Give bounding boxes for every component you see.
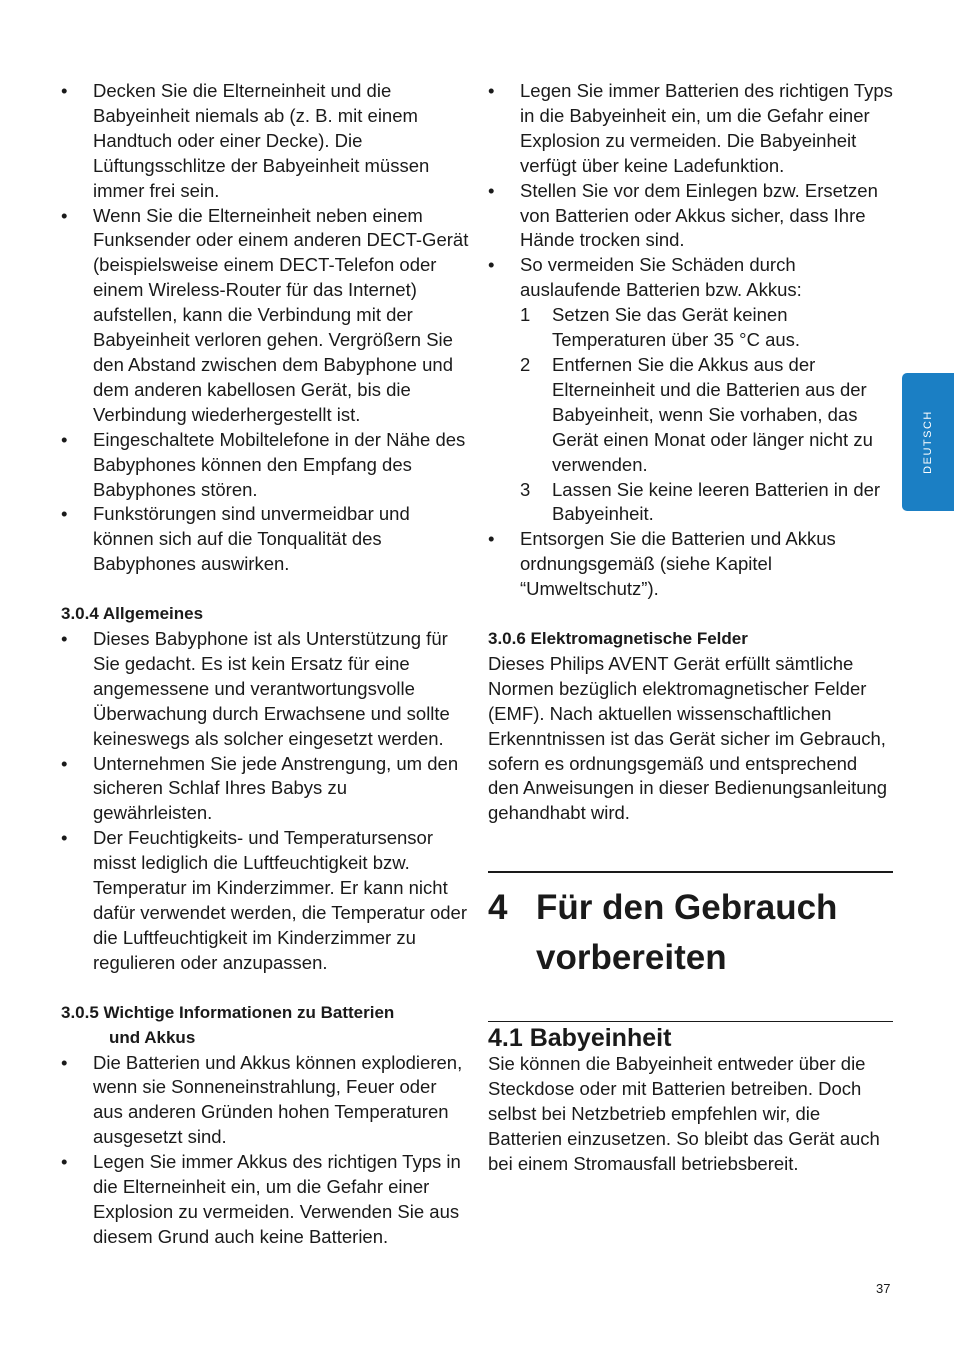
bullet-mark: •	[61, 80, 68, 101]
list-item	[61, 752, 469, 827]
list-item-text: Eingeschaltete Mobiltelefone in der Nähe des Babyphones können den Empfang des Babyphones stören.	[93, 428, 466, 500]
bullet-mark: •	[61, 1051, 68, 1073]
numbered-item-text: Entfernen Sie die Akkus aus der Elterneinheit und die Batterien aus der Babyeinheit, wenn Sie vorhaben, das Gerät einen Monat oder länger nicht zu verwenden.	[552, 353, 873, 475]
item-number: 3	[520, 478, 531, 500]
numbered-item	[488, 303, 893, 353]
list-item-text: Wenn Sie die Elterneinheit neben einem Funksender oder einem anderen DECT-Gerät (beispielsweise einem DECT-Telefon oder einem Wireless-Router für das Internet) aufstellen, kann die Verbindung mit der Babyeinheit verloren gehen. Vergrößern Sie den Abstand zwischen dem Babyphone und dem anderen kabellosen Gerät, bis die Verbindung wiederhergestellt ist.	[93, 204, 469, 425]
numbered-item-text: Lassen Sie keine leeren Batterien in der Babyeinheit.	[552, 478, 881, 525]
bullet-mark: •	[61, 428, 68, 450]
list-item	[61, 1150, 469, 1250]
numbered-item-text: Setzen Sie das Gerät keinen Temperaturen über 35 °C aus.	[552, 304, 801, 351]
left-column	[61, 79, 469, 1250]
list-item-text: Decken Sie die Elterneinheit und die Babyeinheit niemals ab (z. B. mit einem Handtuch oder einer Decke). Die Lüftungsschlitze der Babyeinheit müssen immer frei sein.	[93, 80, 430, 201]
numbered-item	[488, 478, 893, 528]
section-heading-line2: und Akkus	[109, 1027, 196, 1047]
list-item	[488, 79, 893, 179]
list-item-text: Dieses Babyphone ist als Unterstützung für Sie gedacht. Es ist kein Ersatz für eine angemessene und verantwortungsvolle Überwachung durch Erwachsene und sollte keineswegs als solcher eingesetzt werden.	[93, 628, 450, 749]
section-paragraph: Dieses Philips AVENT Gerät erfüllt sämtliche Normen bezüglich elektromagnetischer Felder (EMF). Nach aktuellen wissenschaftlichen Erkenntnissen ist das Gerät sicher im Gebrauch, sofern es ordnungsgemäß und entsprechend den Anweisungen in dieser Bedienungsanleitung gehandhabt wird.	[488, 652, 888, 824]
bullet-mark: •	[488, 528, 495, 550]
section-heading-3-0-5	[61, 1001, 469, 1051]
chapter-rule	[488, 871, 893, 873]
item-number: 2	[520, 353, 531, 375]
list-item	[61, 502, 469, 577]
chapter-number: 4	[488, 888, 508, 927]
language-tab	[902, 373, 954, 511]
section-paragraph: Sie können die Babyeinheit entweder über die Steckdose oder mit Batterien betreiben. Doch selbst bei Netzbetrieb empfehlen wir, die Batterien einzusetzen. So bleibt das Gerät auch bei einem Stromausfall betriebsbereit.	[488, 1053, 880, 1174]
bullet-mark: •	[61, 628, 68, 650]
list-item-text: Der Feuchtigkeits- und Temperatursensor misst lediglich die Luftfeuchtigkeit bzw. Temperatur im Kinderzimmer. Er kann nicht dafür verwendet werden, die Temperatur oder die Luftfeuchtigkeit im Kinderzimmer zu regulieren oder anzupassen.	[93, 827, 467, 973]
bullet-mark: •	[488, 254, 495, 276]
section-heading-4-1: 4.1 Babyeinheit	[488, 1024, 672, 1052]
list-item-text: Legen Sie immer Akkus des richtigen Typs in die Elterneinheit ein, um die Gefahr einer Explosion zu vermeiden. Verwenden Sie aus diesem Grund auch keine Batterien.	[93, 1151, 461, 1247]
list-item	[61, 1051, 469, 1151]
right-column	[488, 79, 893, 826]
bullet-mark: •	[61, 827, 68, 849]
section-heading-3-0-4: 3.0.4 Allgemeines	[61, 604, 204, 624]
list-item	[61, 826, 469, 975]
list-item-text: Die Batterien und Akkus können explodieren, wenn sie Sonneneinstrahlung, Feuer oder aus anderen Gründen hohen Temperaturen ausgesetzt sind.	[93, 1051, 463, 1148]
section-heading-line1: 3.0.5 Wichtige Informationen zu Batterien	[61, 1002, 395, 1022]
bullet-mark: •	[61, 1151, 68, 1173]
list-item-text: So vermeiden Sie Schäden durch auslaufende Batterien bzw. Akkus:	[520, 254, 802, 301]
list-item-text: Legen Sie immer Batterien des richtigen Typs in die Babyeinheit ein, um die Gefahr einer Explosion zu vermeiden. Die Babyeinheit verfügt über keine Ladefunktion.	[520, 80, 893, 176]
list-item	[488, 527, 893, 602]
list-item-text: Entsorgen Sie die Batterien und Akkus ordnungsgemäß (siehe Kapitel “Umweltschutz”).	[520, 528, 836, 600]
bullet-mark: •	[61, 752, 68, 774]
chapter-title	[488, 883, 893, 983]
page-number: 37	[876, 1281, 891, 1296]
list-item	[488, 179, 893, 254]
list-item	[61, 79, 469, 204]
bullet-mark: •	[488, 80, 495, 101]
bullet-mark: •	[61, 503, 68, 525]
list-item-text: Unternehmen Sie jede Anstrengung, um den sicheren Schlaf Ihres Babys zu gewährleisten.	[93, 752, 459, 824]
list-item	[61, 428, 469, 503]
language-tab-label: DEUTSCH	[922, 410, 934, 474]
chapter-title-text: Für den Gebrauch vorbereiten	[536, 888, 838, 977]
item-number: 1	[520, 304, 531, 326]
list-item-text: Funkstörungen sind unvermeidbar und können sich auf die Tonqualität des Babyphones auswirken.	[93, 503, 410, 575]
list-item	[61, 627, 469, 752]
section-heading-3-0-6: 3.0.6 Elektromagnetische Felder	[488, 629, 748, 649]
numbered-item	[488, 353, 893, 478]
list-item	[488, 253, 893, 303]
list-item	[61, 204, 469, 428]
bullet-mark: •	[488, 179, 495, 201]
bullet-mark: •	[61, 204, 68, 226]
list-item-text: Stellen Sie vor dem Einlegen bzw. Ersetzen von Batterien oder Akkus sicher, dass Ihre Hände trocken sind.	[520, 179, 878, 251]
